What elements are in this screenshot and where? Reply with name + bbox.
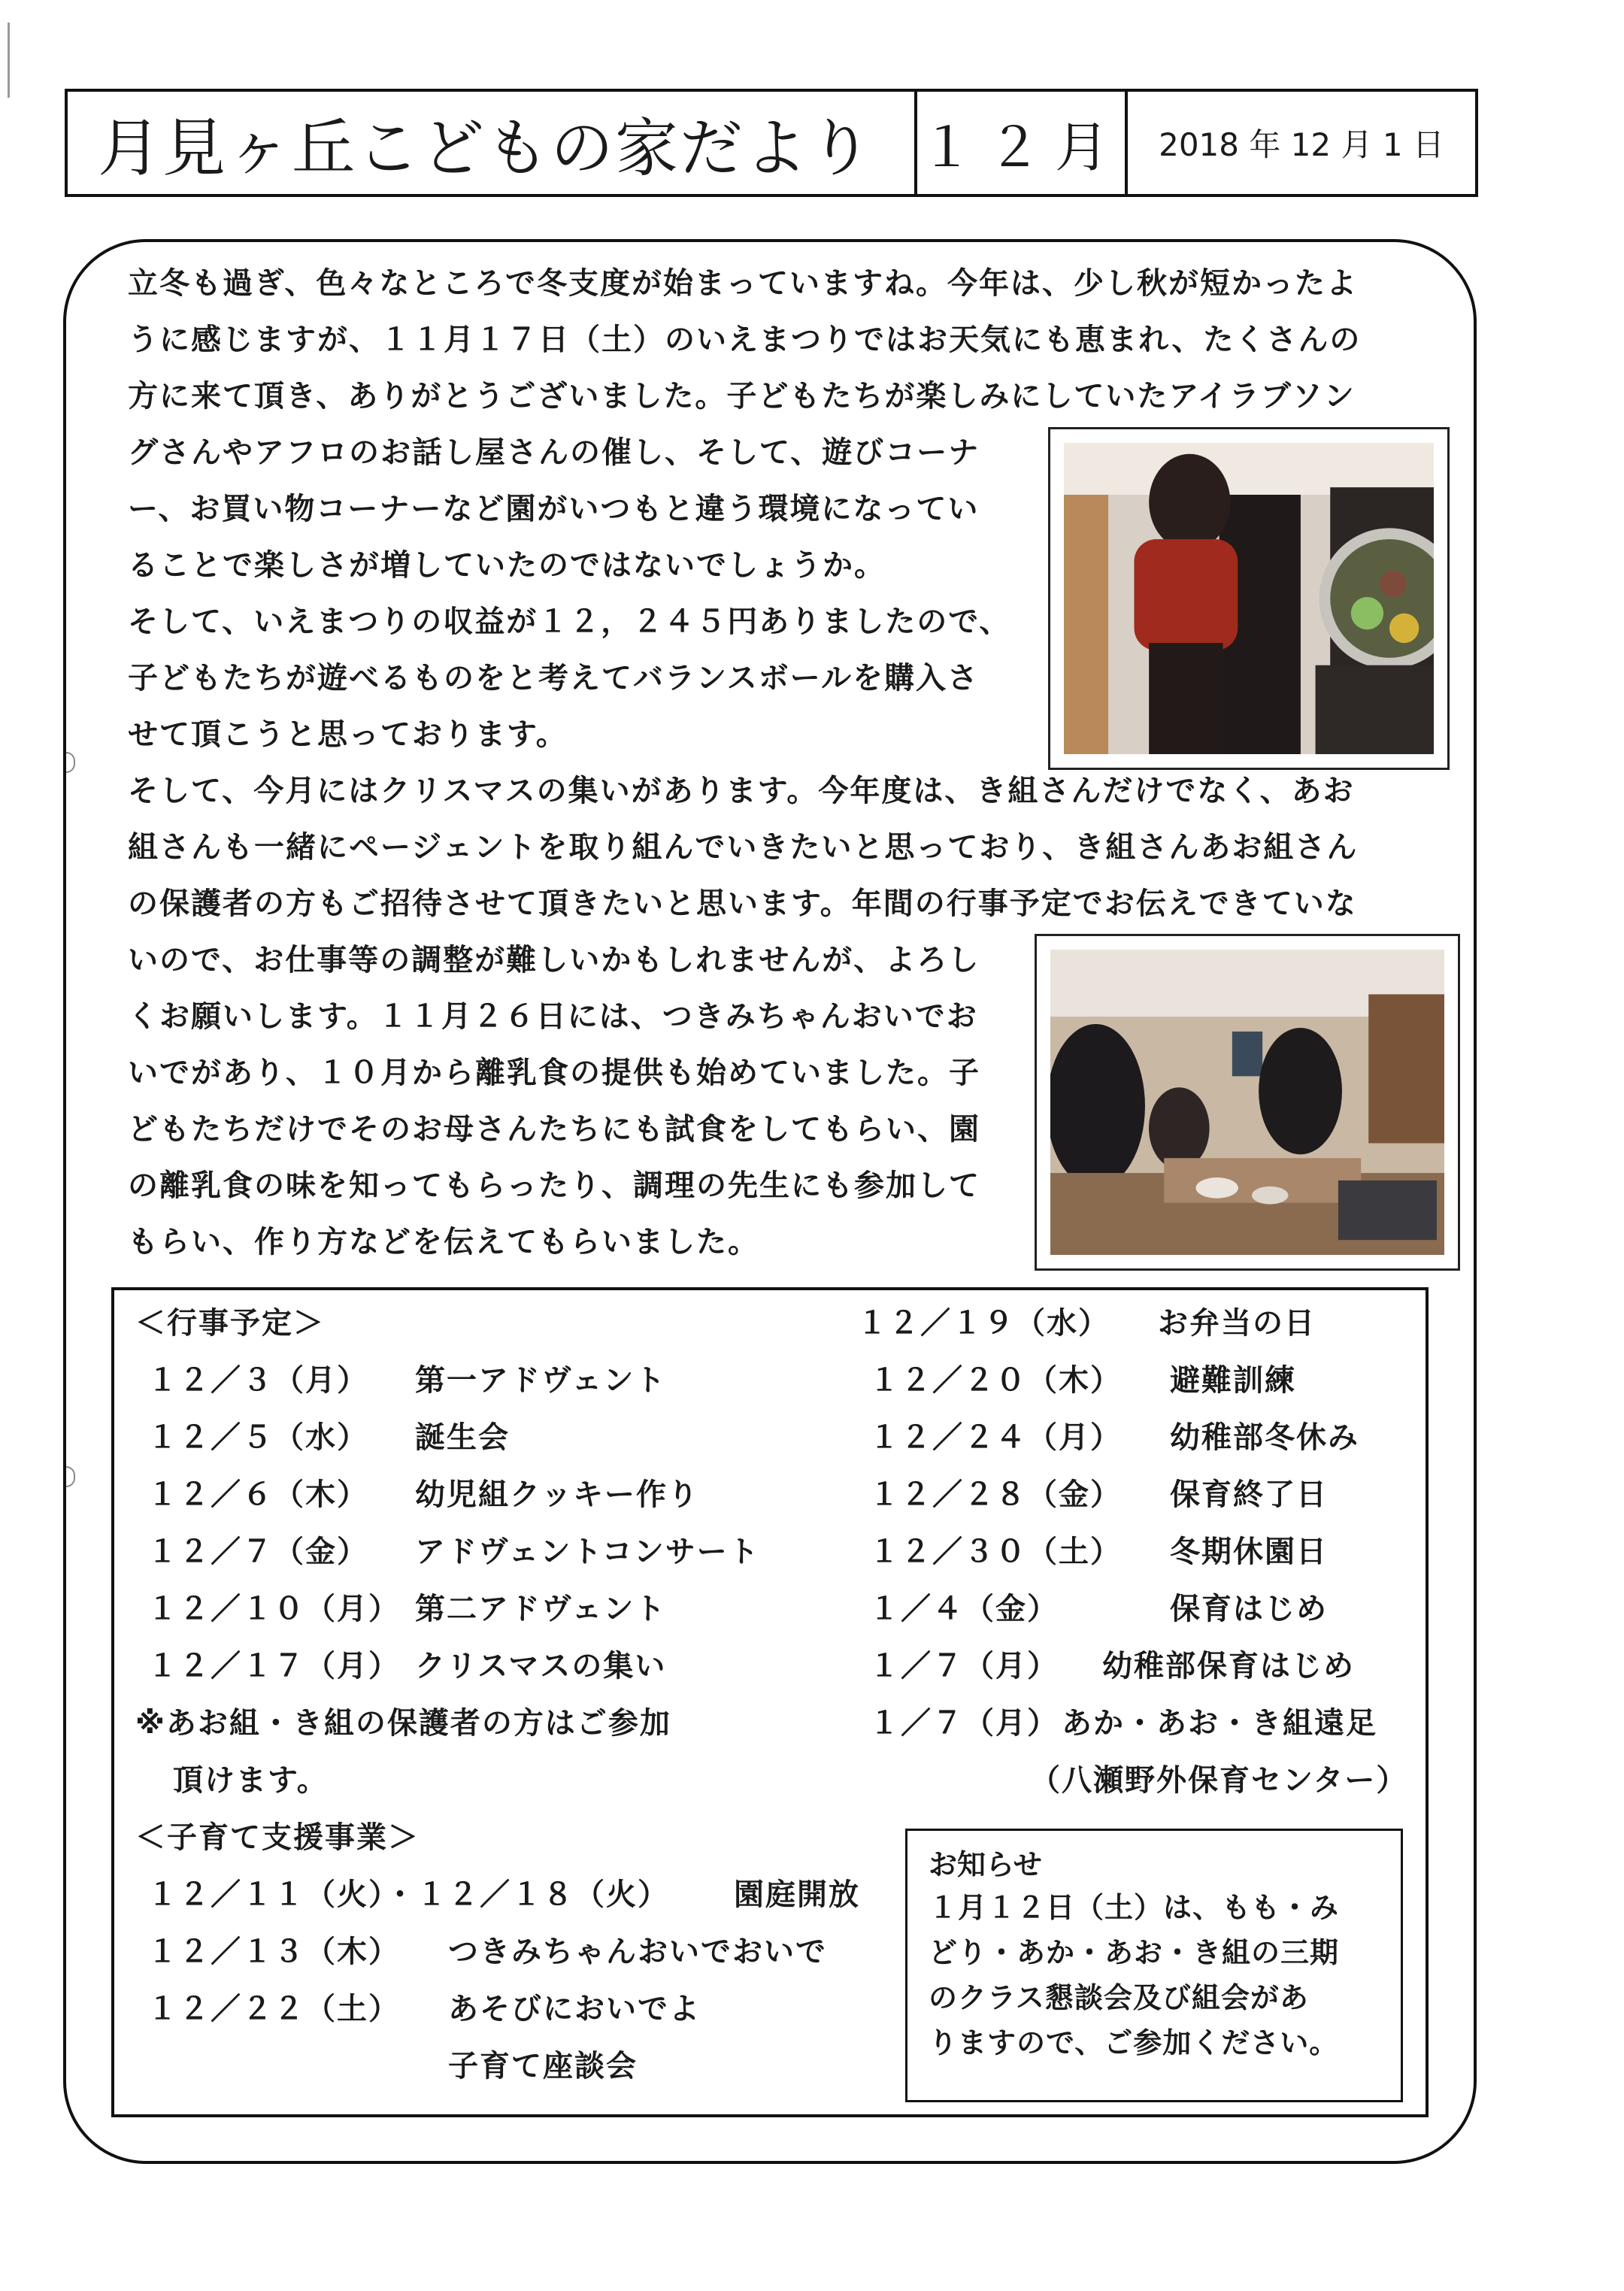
schedule-right-note: （八瀬野外保育センター）	[1030, 1763, 1408, 1798]
schedule-row	[869, 1358, 1296, 1403]
schedule-note-cont: 頂けます。	[173, 1763, 329, 1798]
support-row	[147, 1872, 860, 1917]
article-line: うに感じますが、１１月１７日（土）のいえまつりではお天気にも恵まれ、たくさんの	[128, 323, 1362, 357]
event-date: １２／６（木）	[147, 1477, 368, 1512]
schedule-row	[147, 1415, 510, 1460]
event-date: １／７（月）	[869, 1706, 1059, 1741]
issue-date: 2018 年 12 月 1 日	[1159, 126, 1444, 163]
schedule-row	[869, 1644, 1355, 1689]
event-date: １２／１７（月）	[147, 1649, 400, 1683]
support-event: あそびにおいでよ	[448, 1992, 701, 2026]
notice-box	[905, 1829, 1403, 2102]
event-name: 冬期休園日	[1170, 1535, 1328, 1569]
article-line: くお願いします。１１月２６日には、つきみちゃんおいでお	[128, 999, 978, 1034]
notice-line: のクラス懇談会及び組会があ	[929, 1981, 1309, 2014]
newsletter-header	[65, 89, 1478, 197]
schedule-row	[147, 1586, 666, 1632]
article-line: ることで楽しさが増していたのではないでしょうか。	[128, 548, 886, 583]
event-date: １／７（月）	[869, 1649, 1059, 1683]
support-row	[147, 1929, 827, 1974]
event-date: １／４（金）	[869, 1592, 1059, 1626]
schedule-note: ※あお組・き組の保護者の方はご参加	[135, 1706, 671, 1741]
article-line: そして、いえまつりの収益が１２，２４５円ありましたので、	[128, 605, 1011, 639]
article-line: の離乳食の味を知ってもらったり、調理の先生にも参加して	[128, 1168, 980, 1203]
event-date: １２／２０（木）	[869, 1363, 1122, 1398]
support-heading: ＜子育て支援事業＞	[135, 1820, 420, 1855]
event-name: 第一アドヴェント	[415, 1363, 667, 1398]
meal-tasting-photo	[1035, 934, 1460, 1271]
article-line: どもたちだけでそのお母さんたちにも試食をしてもらい、園	[128, 1112, 980, 1147]
event-name: 保育はじめ	[1170, 1592, 1328, 1626]
event-name: あか・あお・き組遠足	[1062, 1706, 1377, 1741]
article-line: ー、お買い物コーナーなど園がいつもと違う環境になってい	[128, 492, 980, 526]
scan-edge-line	[8, 23, 10, 98]
event-date: １２／１０（月）	[147, 1592, 400, 1626]
event-name: 幼稚部冬休み	[1170, 1420, 1359, 1455]
article-line: 組さんも一緒にページェントを取り組んでいきたいと思っており、き組さんあお組さん	[128, 830, 1359, 865]
schedule-row	[147, 1472, 699, 1517]
article-line: の保護者の方もご招待させて頂きたいと思います。年間の行事予定でお伝えできていな	[128, 886, 1357, 921]
support-date: １２／２２（土）	[147, 1992, 400, 2026]
article-line: いので、お仕事等の調整が難しいかもしれませんが、よろし	[128, 943, 980, 977]
event-name: お弁当の日	[1158, 1306, 1316, 1341]
support-row	[147, 1986, 701, 2032]
support-event: つきみちゃんおいでおいで	[448, 1935, 827, 1969]
event-name: 幼稚部保育はじめ	[1102, 1649, 1355, 1683]
schedule-row	[869, 1415, 1359, 1460]
newsletter-title: 月見ヶ丘こどもの家だより	[68, 92, 917, 194]
event-date: １２／２４（月）	[869, 1420, 1122, 1455]
event-name: アドヴェントコンサート	[415, 1535, 760, 1569]
article-line: 方に来て頂き、ありがとうございました。子どもたちが楽しみにしていたアイラブソン	[128, 379, 1356, 414]
support-event: 園庭開放	[734, 1877, 860, 1912]
schedule-row	[869, 1701, 1377, 1746]
article-line: もらい、作り方などを伝えてもらいました。	[128, 1225, 759, 1259]
event-date: １２／２８（金）	[869, 1477, 1122, 1512]
event-name: 誕生会	[415, 1420, 510, 1455]
schedule-row	[857, 1301, 1316, 1346]
event-date: １２／７（金）	[147, 1535, 368, 1569]
article-line: 子どもたちが遊べるものをと考えてバランスボールを購入さ	[128, 661, 979, 695]
article-line: いでがあり、１０月から離乳食の提供も始めていました。子	[128, 1056, 980, 1090]
article-line: せて頂こうと思っております。	[128, 717, 568, 752]
festival-photo	[1048, 427, 1450, 770]
event-name: クリスマスの集い	[415, 1649, 667, 1683]
event-date: １２／５（水）	[147, 1420, 368, 1455]
schedule-row	[147, 1358, 666, 1403]
schedule-row	[147, 1644, 666, 1689]
schedule-heading: ＜行事予定＞	[135, 1306, 325, 1341]
schedule-row	[869, 1472, 1328, 1517]
event-name: 保育終了日	[1170, 1477, 1328, 1512]
event-name: 第二アドヴェント	[415, 1592, 667, 1626]
article-line: そして、今月にはクリスマスの集いがあります。今年度は、き組さんだけでなく、あお	[128, 774, 1355, 808]
support-date: １２／１３（木）	[147, 1935, 400, 1969]
notice-title: お知らせ	[929, 1848, 1042, 1881]
issue-month: １２月	[917, 92, 1128, 194]
event-date: １２／３０（土）	[869, 1535, 1122, 1569]
article-line: 立冬も過ぎ、色々なところで冬支度が始まっていますね。今年は、少し秋が短かったよ	[128, 266, 1358, 301]
schedule-row	[869, 1586, 1328, 1632]
notice-line: １月１２日（土）は、もも・み	[929, 1891, 1340, 1924]
schedule-row	[147, 1529, 760, 1574]
support-date: １２／１１（火）・１２／１８（火）	[147, 1877, 669, 1912]
event-date: １２／１９（水）	[857, 1306, 1110, 1341]
support-event-cont: 子育て座談会	[448, 2049, 638, 2083]
article-line: グさんやアフロのお話し屋さんの催し、そして、遊びコーナ	[128, 435, 980, 470]
notice-line: どり・あか・あお・き組の三期	[929, 1936, 1340, 1969]
schedule-row	[869, 1529, 1328, 1574]
event-name: 避難訓練	[1170, 1363, 1296, 1398]
event-date: １２／３（月）	[147, 1363, 368, 1398]
notice-line: りますので、ご参加ください。	[929, 2026, 1339, 2059]
event-name: 幼児組クッキー作り	[415, 1477, 699, 1512]
